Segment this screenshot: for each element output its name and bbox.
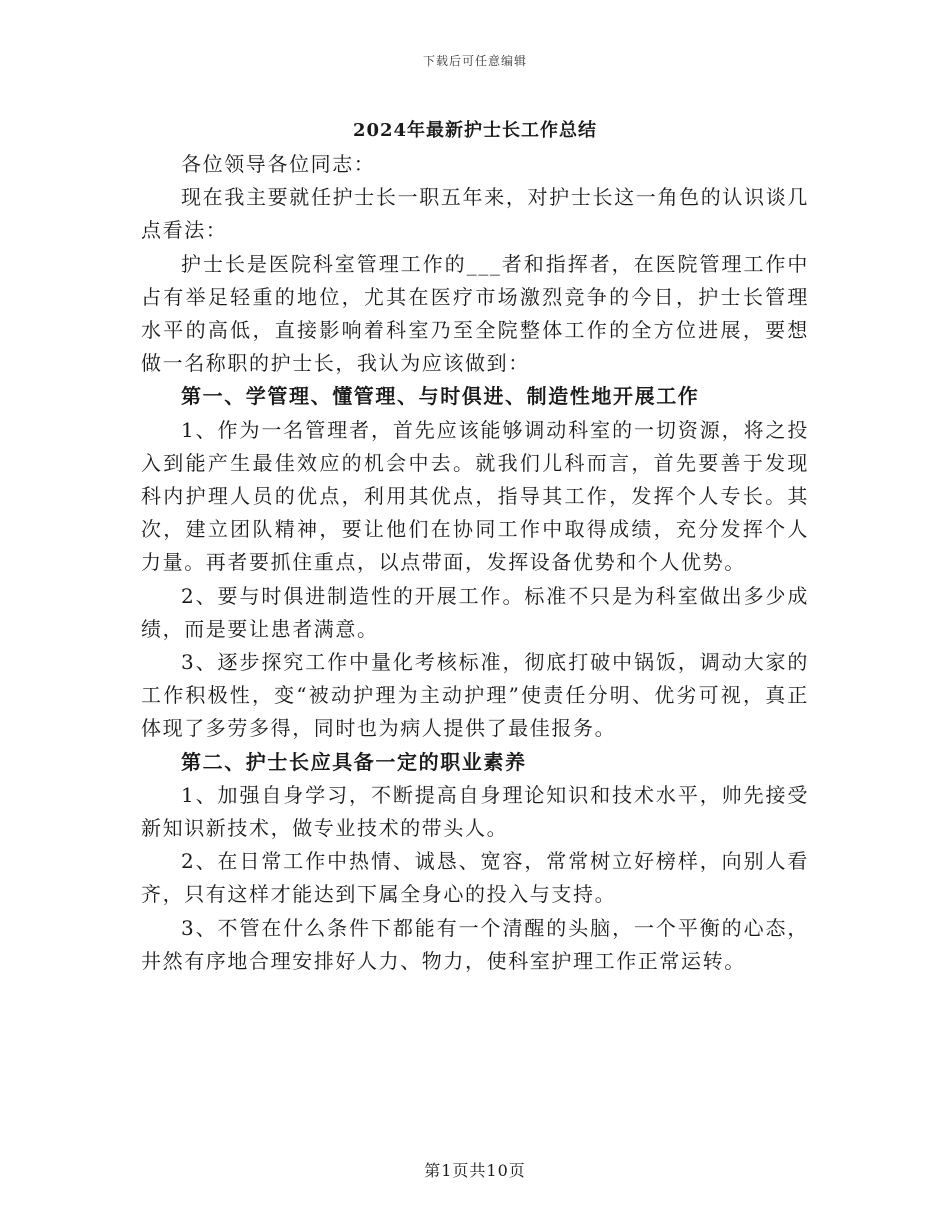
section2-item-1: 1、加强自身学习，不断提高自身理论知识和技术水平，帅先接受新知识新技术，做专业技术的带头人。 [141,782,809,841]
page-header-note: 下载后可任意编辑 [422,54,527,68]
role-paragraph: 护士长是医院科室管理工作的___者和指挥者，在医院管理工作中占有举足轻重的地位，尤其在医疗市场激烈竞争的今日，护士长管理水平的高低，直接影响着科室乃至全院整体工作的全方位进展，要想做一名称职的护士长，我认为应该做到： [141,251,809,376]
page-number: 第1页共10页 [424,1161,526,1180]
section2-item-3: 3、不管在什么条件下都能有一个清醒的头脑，一个平衡的心态，井然有序地合理安排好人力、物力，使科室护理工作正常运转。 [141,915,809,973]
section2-item-2: 2、在日常工作中热情、诚恳、宽容，常常树立好榜样，向别人看齐，只有这样才能达到下属全身心的投入与支持。 [141,849,809,907]
section1-item-3: 3、逐步探究工作中量化考核标准，彻底打破中锅饭，调动大家的工作积极性，变“被动护理为主动护理”使责任分明、优劣可视，真正体现了多劳多得，同时也为病人提供了最佳报务。 [141,650,809,741]
document-body [141,148,809,978]
section-heading-1: 第一、学管理、懂管理、与时俱进、制造性地开展工作 [181,384,700,409]
section1-item-2: 2、要与时俱进制造性的开展工作。标准不只是为科室做出多少成绩，而是要让患者满意。 [141,583,809,641]
salutation-paragraph: 各位领导各位同志： [181,152,376,176]
intro-paragraph: 现在我主要就任护士长一职五年来，对护士长这一角色的认识谈几点看法： [141,185,809,243]
section1-item-1: 1、作为一名管理者，首先应该能够调动科室的一切资源，将之投入到能产生最佳效应的机会中去。就我们儿科而言，首先要善于发现科内护理人员的优点，利用其优点，指导其工作，发挥个人专长。其次，建立团队精神，要让他们在协同工作中取得成绩，充分发挥个人力量。再者要抓住重点，以点带面，发挥设备优势和个人优势。 [141,417,809,575]
section-heading-2: 第二、护士长应具备一定的职业素养 [181,749,527,774]
document-title: 2024年最新护士长工作总结 [352,120,598,141]
